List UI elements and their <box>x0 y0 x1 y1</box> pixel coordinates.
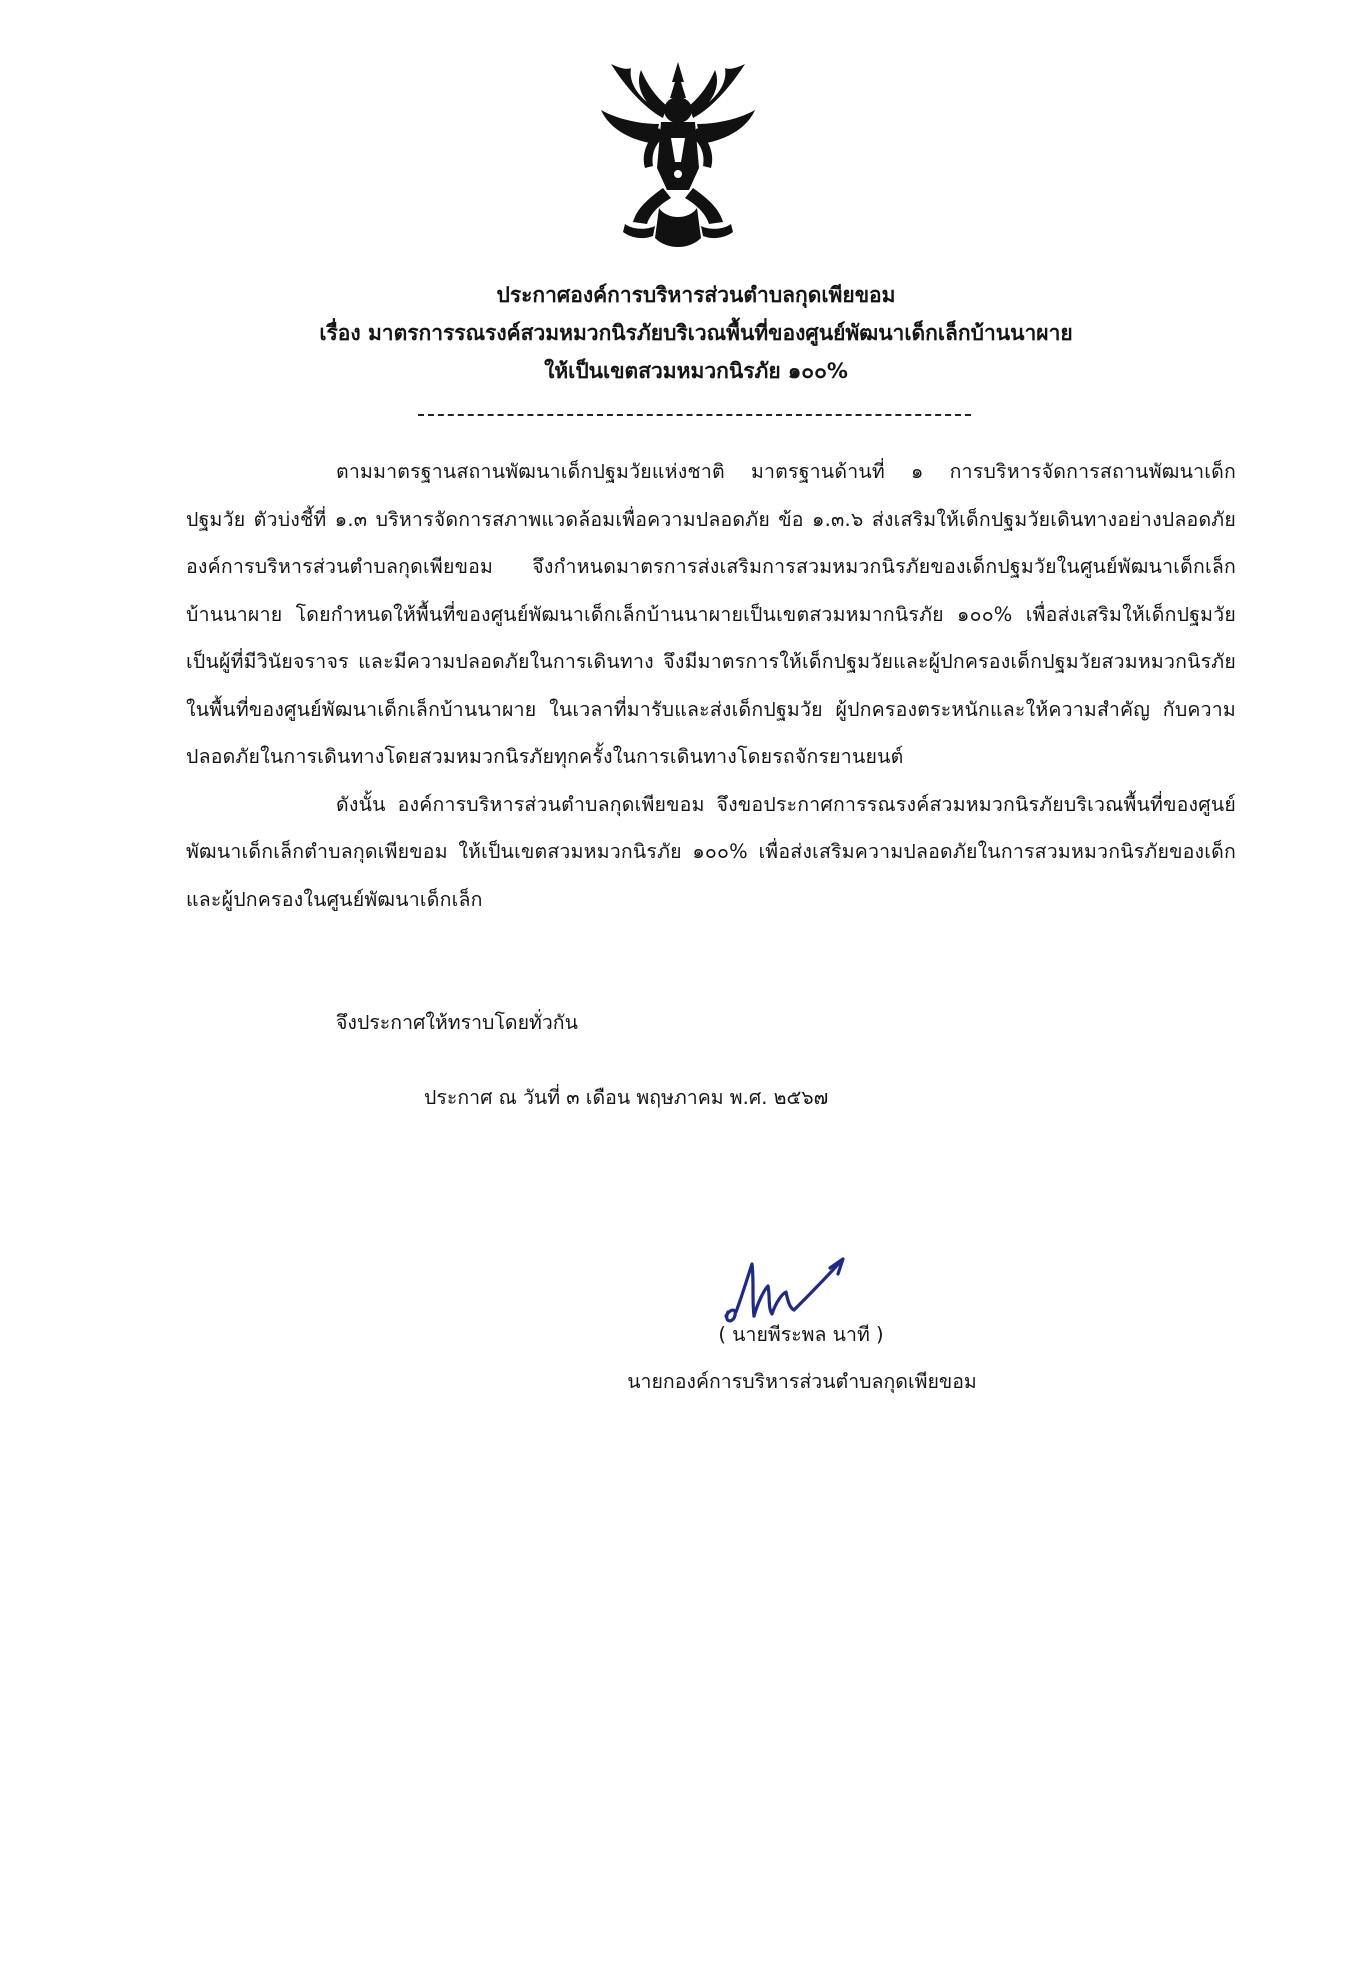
garuda-emblem-icon <box>589 58 767 254</box>
signer-position: นายกองค์การบริหารส่วนตำบลกุดเพียขอม <box>627 1370 977 1393</box>
signer-name: ( นายพีระพล นาที ) <box>718 1323 884 1346</box>
body-paragraph-1: ตามมาตรฐานสถานพัฒนาเด็กปฐมวัยแห่งชาติ มาตรฐานด้านที่ ๑ การบริหารจัดการสถานพัฒนาเด็กปฐมวัย ตัวบ่งชี้ที่ ๑.๓ บริหารจัดการสภาพแวดล้อมเพื่อความปลอดภัย ข้อ ๑.๓.๖ ส่งเสริมให้เด็กปฐมวัยเดินทางอย่างปลอดภัย องค์การบริหารส่วนตำบลกุดเพียขอม จึงกำหนดมาตรการส่งเสริมการสวมหมวกนิรภัยของเด็กปฐมวัยในศูนย์พัฒนาเด็กเล็กบ้านนาผาย โดยกำหนดให้พื้นที่ของศูนย์พัฒนาเด็กเล็กบ้านนาผายเป็นเขตสวมหมากนิรภัย ๑๐๐% เพื่อส่งเสริมให้เด็กปฐมวัยเป็นผู้ที่มีวินัยจราจร และมีความปลอดภัยในการเดินทาง จึงมีมาตรการให้เด็กปฐมวัยและผู้ปกครองเด็กปฐมวัยสวมหมวกนิรภัยในพื้นที่ของศูนย์พัฒนาเด็กเล็กบ้านนาผาย ในเวลาที่มารับและส่งเด็กปฐมวัย ผู้ปกครองตระหนักและให้ความสำคัญ กับความปลอดภัยในการเดินทางโดยสวมหมวกนิรภัยทุกครั้งในการเดินทางโดยรถจักรยานยนต์ <box>186 460 1236 768</box>
announcement-body <box>186 448 1236 923</box>
dashed-divider <box>418 414 971 416</box>
closing-statement: จึงประกาศให้ทราบโดยทั่วกัน <box>336 1011 578 1034</box>
announcement-subject: เรื่อง มาตรการรณรงค์สวมหมวกนิรภัยบริเวณพื้นที่ของศูนย์พัฒนาเด็กเล็กบ้านนาผาย <box>319 321 1073 345</box>
body-paragraph-2: ดังนั้น องค์การบริหารส่วนตำบลกุดเพียขอม จึงขอประกาศการรณรงค์สวมหมวกนิรภัยบริเวณพื้นที่ของศูนย์พัฒนาเด็กเล็กตำบลกุดเพียขอม ให้เป็นเขตสวมหมวกนิรภัย ๑๐๐% เพื่อส่งเสริมความปลอดภัยในการสวมหมวกนิรภัยของเด็กและผู้ปกครองในศูนย์พัฒนาเด็กเล็ก <box>186 792 1236 911</box>
announcement-header <box>180 276 1212 390</box>
announcement-title: ประกาศองค์การบริหารส่วนตำบลกุดเพียขอม <box>496 283 896 307</box>
announcement-subject-continuation: ให้เป็นเขตสวมหมวกนิรภัย ๑๐๐% <box>544 359 848 383</box>
announcement-date: ประกาศ ณ วันที่ ๓ เดือน พฤษภาคม พ.ศ. ๒๕๖๗ <box>424 1086 829 1109</box>
